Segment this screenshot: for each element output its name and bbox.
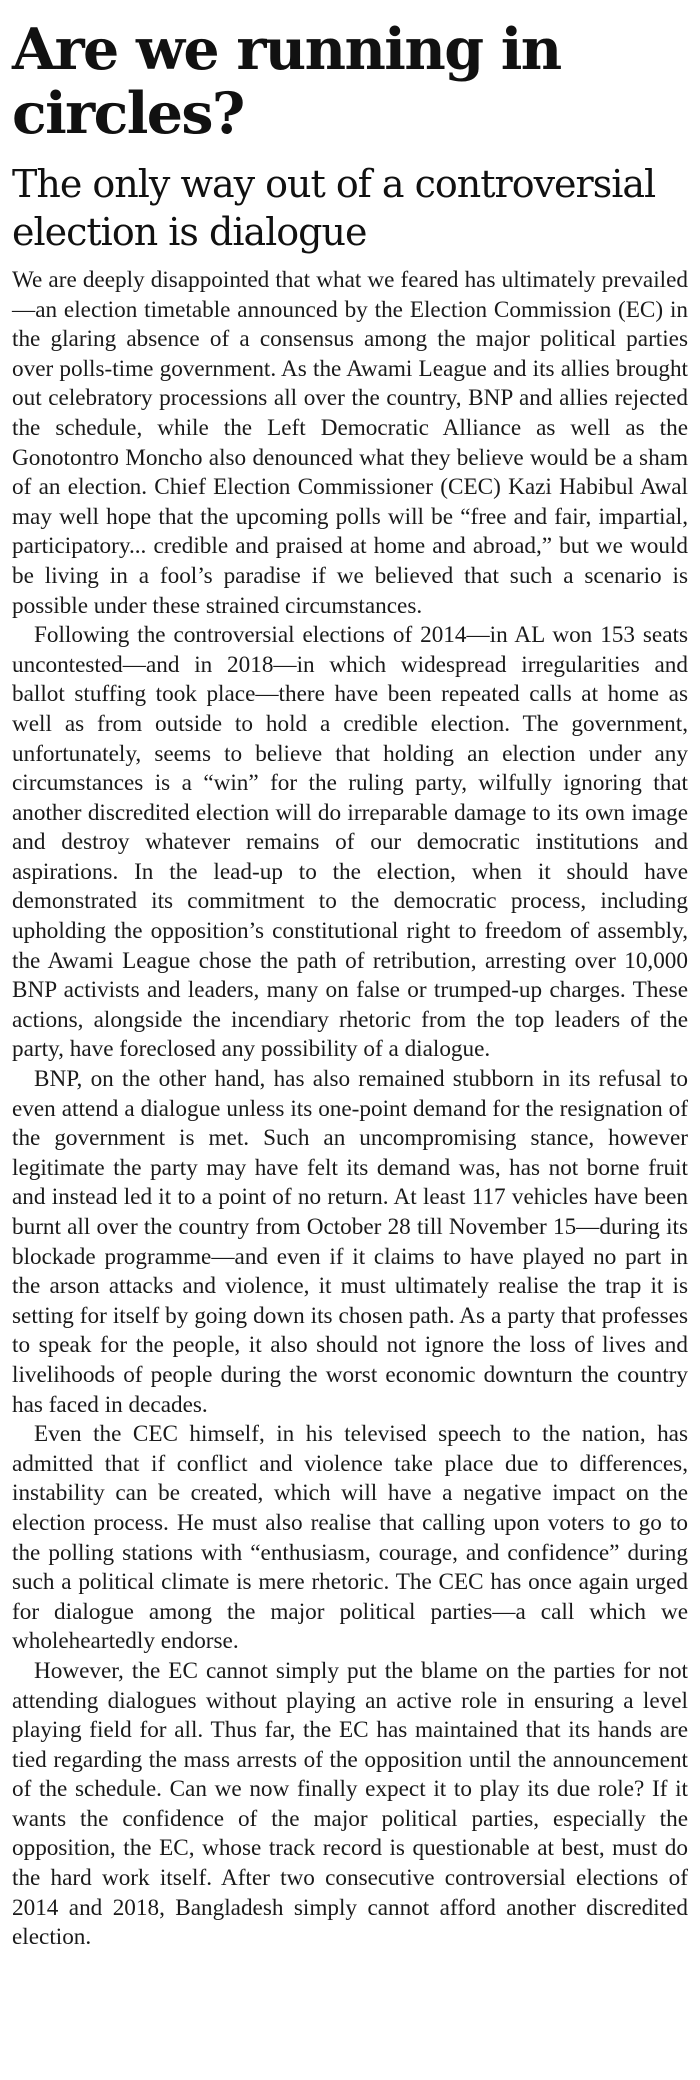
paragraph-2: Following the controversial elections of 2014—in AL won 153 seats uncontested—and in 2018—in which widespread irregularities and ballot stuffing took place—there have been repeated calls at home as well as from outside to hold a credible election. The government, unfortunately, seems to believe that holding an election under any circumstances is a “win” for the ruling party, wilfully ignoring that another discredited election will do irreparable damage to its own image and destroy whatever remains of our democratic institutions and aspirations. In the lead-up to the election, when it should have demonstrated its commitment to the democratic process, including upholding the opposition’s constitutional right to freedom of assembly, the Awami League chose the path of retribution, arresting over 10,000 BNP activists and leaders, many on false or trumped-up charges. These actions, alongside the incendiary rhetoric from the top leaders of the party, have foreclosed any possibility of a dialogue. bbox=[12, 622, 688, 1063]
paragraph-4: Even the CEC himself, in his televised speech to the nation, has admitted that if conflict and violence take place due to differences, instability can be created, which will have a negative impact on the election process. He must also realise that calling upon voters to go to the polling stations with “enthusiasm, courage, and confidence” during such a political climate is mere rhetoric. The CEC has once again urged for dialogue among the major political parties—a call which we wholeheartedly endorse. bbox=[12, 1421, 688, 1655]
subheadline: The only way out of a controversial election is dialogue bbox=[12, 162, 656, 254]
article-body bbox=[12, 266, 688, 1953]
headline: Are we running in circles? bbox=[12, 16, 561, 147]
paragraph-1: We are deeply disappointed that what we feared has ultimately prevailed—an election timetable announced by the Election Commission (EC) in the glaring absence of a consensus among the major political parties over polls-time government. As the Awami League and its allies brought out celebratory processions all over the country, BNP and allies rejected the schedule, while the Left Democratic Alliance as well as the Gonotontro Moncho also denounced what they believe would be a sham of an election. Chief Election Commissioner (CEC) Kazi Habibul Awal may well hope that the upcoming polls will be “free and fair, impartial, participatory... credible and praised at home and abroad,” but we would be living in a fool’s paradise if we believed that such a scenario is possible under these strained circumstances. bbox=[12, 267, 688, 619]
paragraph-3: BNP, on the other hand, has also remained stubborn in its refusal to even attend a dialogue unless its one-point demand for the resignation of the government is met. Such an uncompromising stance, however legitimate the party may have felt its demand was, has not borne fruit and instead led it to a point of no return. At least 117 vehicles have been burnt all over the country from October 28 till November 15—during its blockade programme—and even if it claims to have played no part in the arson attacks and violence, it must ultimately realise the trap it is setting for itself by going down its chosen path. As a party that professes to speak for the people, it also should not ignore the loss of lives and livelihoods of people during the worst economic downturn the country has faced in decades. bbox=[12, 1066, 688, 1418]
paragraph-5: However, the EC cannot simply put the blame on the parties for not attending dialogues without playing an active role in ensuring a level playing field for all. Thus far, the EC has maintained that its hands are tied regarding the mass arrests of the opposition until the announcement of the schedule. Can we now finally expect it to play its due role? If it wants the confidence of the major political parties, especially the opposition, the EC, whose track record is questionable at best, must do the hard work itself. After two consecutive controversial elections of 2014 and 2018, Bangladesh simply cannot afford another discredited election. bbox=[12, 1657, 688, 1951]
